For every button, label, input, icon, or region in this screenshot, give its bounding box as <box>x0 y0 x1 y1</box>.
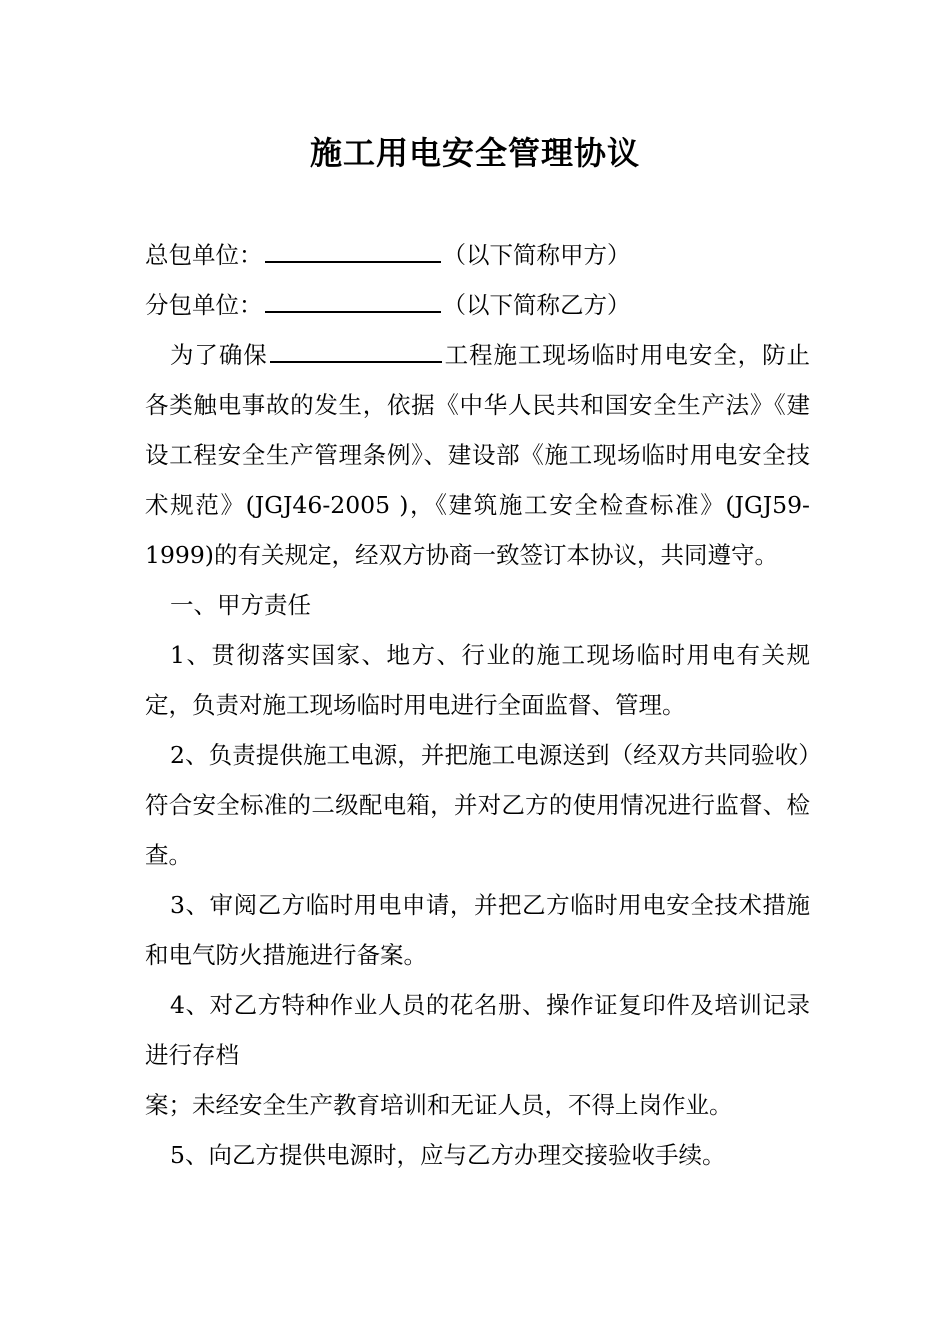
section-1-heading: 一、甲方责任 <box>170 591 311 619</box>
item-3: 3、审阅乙方临时用电申请，并把乙方临时用电安全技术措施和电气防火措施进行备案。 <box>145 891 810 969</box>
item-1: 1、贯彻落实国家、地方、行业的施工现场临时用电有关规定，负责对施工现场临时用电进行全面监督、管理。 <box>145 641 810 719</box>
project-name-blank <box>270 339 442 363</box>
intro-paragraph <box>145 330 810 580</box>
party-a-blank <box>265 239 441 263</box>
party-a-line <box>145 230 810 280</box>
intro-prefix: 为了确保 <box>170 341 268 369</box>
party-b-suffix: （以下简称乙方） <box>442 291 631 319</box>
party-b-label: 分包单位： <box>145 291 263 319</box>
party-a-label: 总包单位： <box>145 241 263 269</box>
item-4-part-1: 4、对乙方特种作业人员的花名册、操作证复印件及培训记录进行存档 <box>145 991 810 1069</box>
party-b-line <box>145 280 810 330</box>
party-b-blank <box>265 289 441 313</box>
document-body <box>145 230 810 1180</box>
document-title: 施工用电安全管理协议 <box>309 134 640 172</box>
item-5: 5、向乙方提供电源时，应与乙方办理交接验收手续。 <box>170 1141 726 1169</box>
item-2: 2、负责提供施工电源，并把施工电源送到（经双方共同验收）符合安全标准的二级配电箱，并对乙方的使用情况进行监督、检查。 <box>145 741 810 869</box>
party-a-suffix: （以下简称甲方） <box>442 241 631 269</box>
intro-text: 工程施工现场临时用电安全，防止各类触电事故的发生，依据《中华人民共和国安全生产法》《建设工程安全生产管理条例》、建设部《施工现场临时用电安全技术规范》(JGJ46-2005 )，《建筑施工安全检查标准》(JGJ59-1999)的有关规定，经双方协商一致签订本协议，共同遵守。 <box>145 341 811 569</box>
item-4-part-2: 案；未经安全生产教育培训和无证人员，不得上岗作业。 <box>145 1091 733 1119</box>
